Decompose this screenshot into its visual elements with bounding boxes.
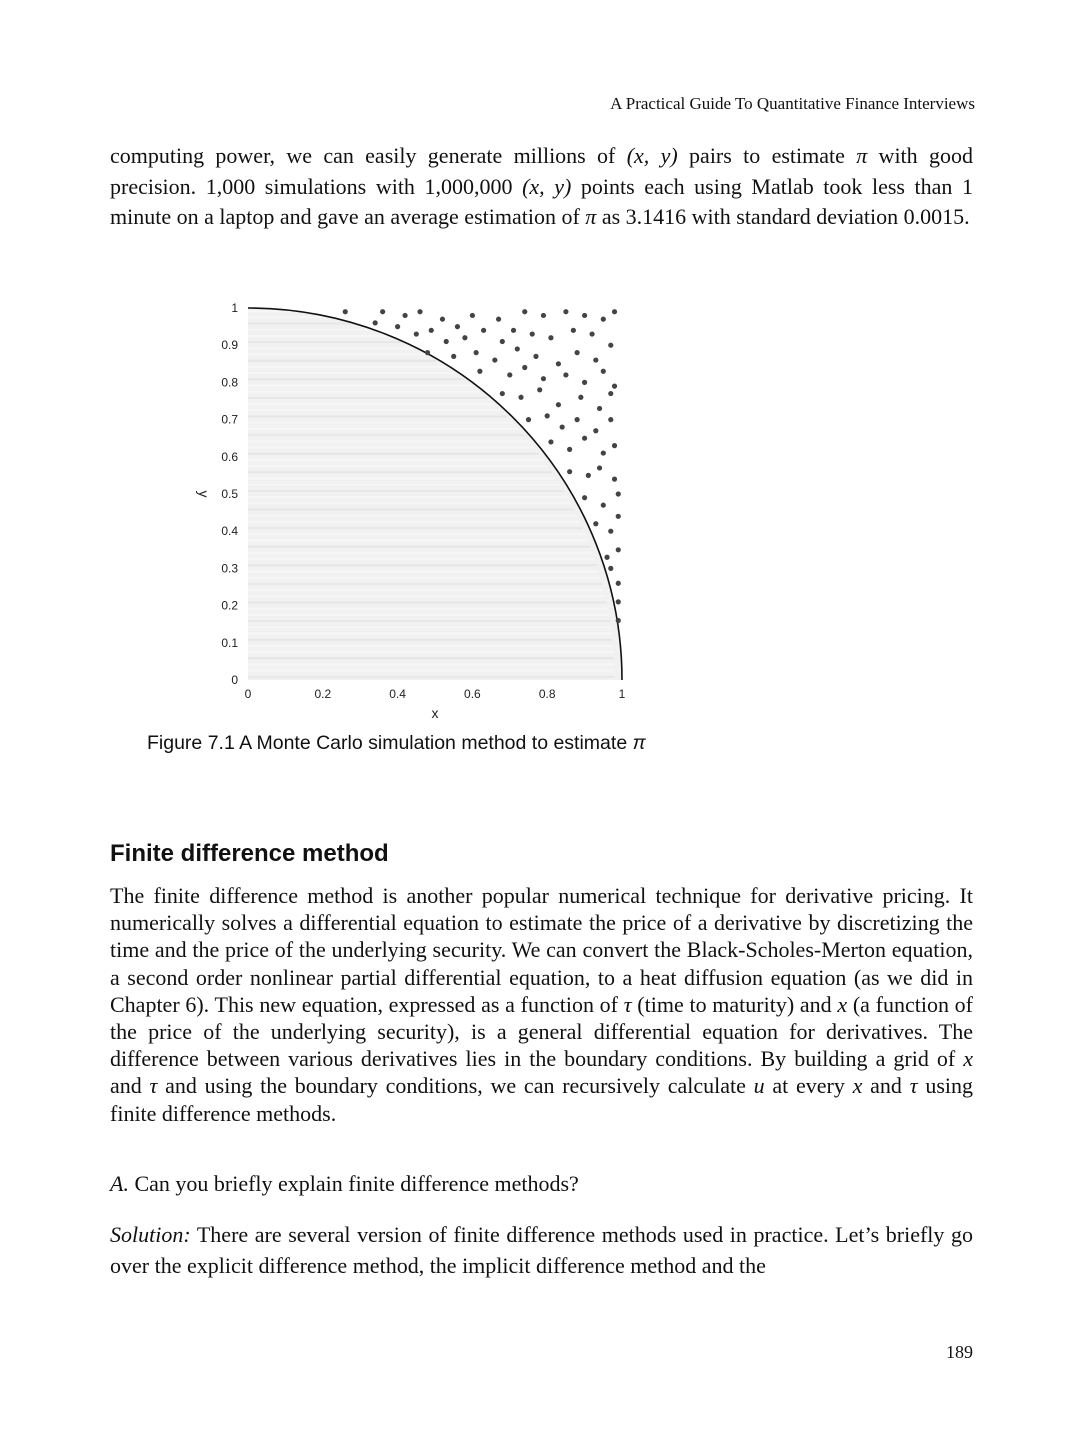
- data-point: [571, 328, 576, 333]
- data-point: [612, 384, 617, 389]
- math-xy: (x, y): [522, 173, 572, 199]
- data-point: [444, 339, 449, 344]
- math-tau: τ: [623, 991, 632, 1017]
- data-point: [597, 465, 602, 470]
- x-axis-label: x: [431, 705, 439, 721]
- data-point: [462, 335, 467, 340]
- data-point: [616, 581, 621, 586]
- data-point: [575, 417, 580, 422]
- plot-area: [248, 308, 622, 680]
- data-point: [500, 391, 505, 396]
- data-point: [515, 346, 520, 351]
- x-tick-label: 0: [244, 687, 252, 701]
- math-x: x: [852, 1073, 863, 1099]
- text-run: computing power, we can easily generate millions of: [110, 143, 627, 168]
- data-point: [395, 324, 400, 329]
- data-point: [548, 439, 553, 444]
- data-point: [582, 436, 587, 441]
- data-point: [593, 357, 598, 362]
- data-point: [417, 309, 422, 314]
- data-point: [601, 450, 606, 455]
- data-point: [616, 491, 621, 496]
- x-tick-label: 1: [618, 687, 626, 701]
- section-title: Finite difference method: [110, 840, 389, 867]
- data-point: [537, 387, 542, 392]
- data-point: [470, 313, 475, 318]
- y-tick-label: 0.7: [221, 412, 238, 427]
- data-point: [429, 328, 434, 333]
- y-axis-label: y: [196, 490, 212, 498]
- paragraph-intro: [110, 141, 973, 233]
- data-point: [563, 309, 568, 314]
- data-point: [530, 331, 535, 336]
- math-pi: π: [856, 143, 868, 168]
- y-tick-label: 0.2: [221, 598, 238, 613]
- data-point: [545, 413, 550, 418]
- text-run: with good precision. 1,000 simulations with 1,000,000: [110, 143, 973, 199]
- y-tick-label: 0: [231, 673, 238, 687]
- data-point: [567, 447, 572, 452]
- data-point: [601, 369, 606, 374]
- data-point: [616, 618, 621, 623]
- y-tick-label: 0.3: [221, 561, 238, 576]
- data-point: [616, 599, 621, 604]
- data-point: [589, 331, 594, 336]
- math-pi: π: [585, 204, 597, 229]
- data-point: [567, 469, 572, 474]
- data-point: [548, 335, 553, 340]
- data-point: [522, 365, 527, 370]
- data-point: [507, 372, 512, 377]
- solution-label: Solution:: [110, 1222, 191, 1247]
- x-tick-label: 0.8: [538, 687, 556, 701]
- data-point: [402, 313, 407, 318]
- solution: [110, 1220, 973, 1281]
- data-point: [533, 354, 538, 359]
- math-u: u: [753, 1073, 765, 1099]
- y-tick-label: 0.1: [221, 635, 238, 650]
- text-run: and using the boundary conditions, we can recursively calculate: [157, 1073, 754, 1099]
- data-point: [455, 324, 460, 329]
- data-point: [500, 339, 505, 344]
- data-point: [511, 328, 516, 333]
- data-point: [414, 331, 419, 336]
- data-point: [560, 424, 565, 429]
- data-point: [380, 309, 385, 314]
- data-point: [496, 317, 501, 322]
- data-point: [612, 477, 617, 482]
- y-tick-label: 0.5: [221, 487, 238, 501]
- data-point: [575, 350, 580, 355]
- data-point: [492, 357, 497, 362]
- data-point: [373, 320, 378, 325]
- data-point: [477, 369, 482, 374]
- data-point: [582, 380, 587, 385]
- text-run: and: [862, 1073, 910, 1099]
- data-point: [608, 566, 613, 571]
- data-point: [616, 514, 621, 519]
- data-point: [451, 354, 456, 359]
- data-point: [518, 395, 523, 400]
- math-xy: (x, y): [626, 143, 678, 168]
- text-run: pairs to estimate: [677, 143, 857, 168]
- data-point: [343, 309, 348, 314]
- text-run: using finite difference methods.: [110, 1073, 973, 1126]
- text-run: points each using Matlab took less than 1 minute on a laptop and gave an average estimation of: [110, 173, 974, 229]
- figure-caption: [147, 732, 646, 755]
- data-point: [612, 309, 617, 314]
- math-tau: τ: [909, 1073, 918, 1099]
- data-point: [601, 503, 606, 508]
- data-point: [597, 406, 602, 411]
- text-run: and: [110, 1073, 150, 1099]
- circle-interior-fill: [248, 308, 622, 680]
- data-point: [541, 376, 546, 381]
- question-text: Can you briefly explain finite difference methods?: [128, 1171, 579, 1196]
- text-run: (a function of the price of the underlying security), is a general differential equation for derivatives. The difference between various derivatives lies in the boundary conditions. By building a grid of: [110, 991, 973, 1072]
- data-point: [608, 343, 613, 348]
- y-tick-label: 0.8: [221, 375, 238, 390]
- data-point: [586, 473, 591, 478]
- data-point: [556, 402, 561, 407]
- x-tick-label: 0.2: [314, 687, 332, 701]
- data-point: [582, 313, 587, 318]
- y-tick-label: 0.9: [221, 338, 238, 353]
- data-point: [522, 309, 527, 314]
- y-tick-label: 1: [231, 301, 238, 315]
- data-point: [616, 547, 621, 552]
- data-point: [481, 328, 486, 333]
- solution-text: There are several version of finite difference methods used in practice. Let’s briefly go over the explicit difference method, the implicit difference method and the: [110, 1222, 973, 1278]
- text-run: at every: [764, 1073, 853, 1099]
- data-point: [601, 317, 606, 322]
- page-number: 189: [946, 1342, 973, 1362]
- data-point: [474, 350, 479, 355]
- data-point: [604, 555, 609, 560]
- math-tau: τ: [149, 1073, 158, 1099]
- data-point: [593, 521, 598, 526]
- caption-pi: π: [632, 732, 646, 754]
- x-tick-label: 0.4: [389, 687, 406, 701]
- math-x: x: [837, 991, 848, 1017]
- data-point: [440, 317, 445, 322]
- data-point: [608, 529, 613, 534]
- data-point: [425, 350, 430, 355]
- text-run: as 3.1416 with standard deviation 0.0015.: [596, 204, 970, 229]
- y-tick-label: 0.4: [221, 524, 238, 539]
- running-header: A Practical Guide To Quantitative Finance Interviews: [610, 94, 975, 113]
- paragraph-finite-difference: [110, 882, 973, 1127]
- scatter-chart: [170, 290, 690, 730]
- text-run: (time to maturity) and: [631, 991, 838, 1017]
- question-label: A.: [110, 1171, 129, 1196]
- data-point: [608, 391, 613, 396]
- data-point: [612, 443, 617, 448]
- x-tick-label: 0.6: [464, 687, 481, 701]
- monte-carlo-figure: [170, 290, 690, 730]
- caption-text: Figure 7.1 A Monte Carlo simulation method to estimate: [147, 732, 633, 754]
- data-point: [526, 417, 531, 422]
- data-point: [582, 495, 587, 500]
- data-point: [556, 361, 561, 366]
- data-point: [563, 372, 568, 377]
- data-point: [608, 417, 613, 422]
- data-point: [541, 313, 546, 318]
- text-run: The finite difference method is another popular numerical technique for derivative pricing. It numerically solves a differential equation to estimate the price of a derivative by discretizing the time and the price of the underlying security. We can convert the Black-Scholes-Merton equation, a second order nonlinear partial differential equation, to a heat diffusion equation (as we did in Chapter 6). This new equation, expressed as a function of: [110, 883, 973, 1017]
- question: [110, 1169, 973, 1200]
- math-x: x: [963, 1046, 973, 1072]
- data-point: [593, 428, 598, 433]
- data-point: [578, 395, 583, 400]
- y-tick-label: 0.6: [221, 449, 238, 464]
